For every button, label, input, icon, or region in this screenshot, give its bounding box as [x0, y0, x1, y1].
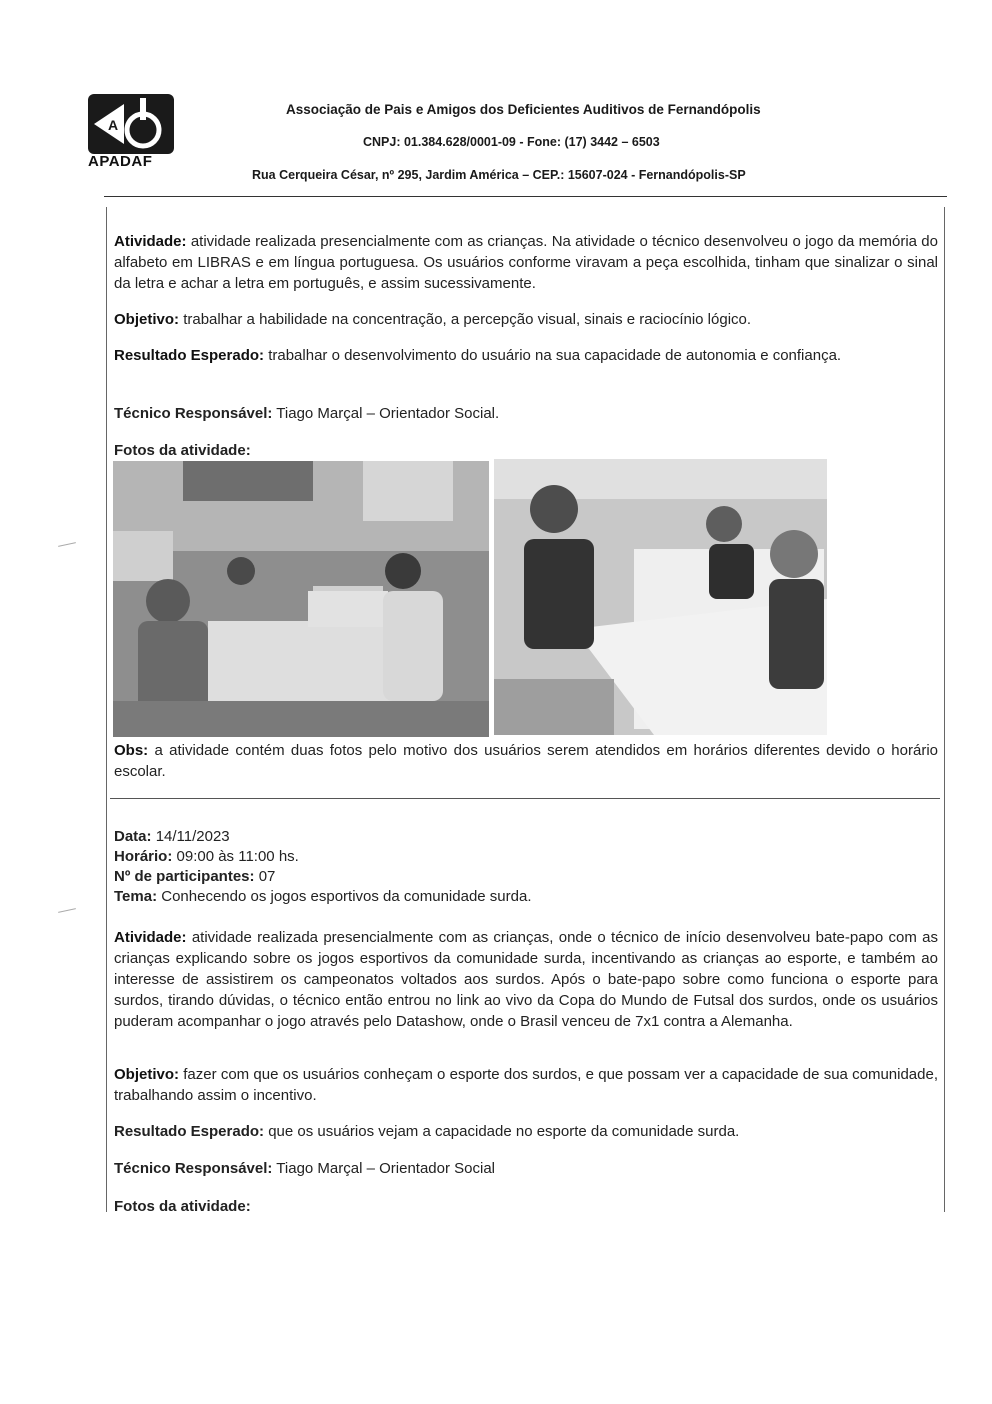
org-address: Rua Cerqueira César, nº 295, Jardim América – CEP.: 15607-024 - Fernandópolis-SP — [252, 168, 746, 182]
s1-obs-label: Obs: — [114, 742, 149, 759]
s2-tecnico-label: Técnico Responsável: — [114, 1160, 273, 1177]
s1-resultado-esperado — [114, 345, 938, 366]
s1-fotos-label: Fotos da atividade: — [114, 442, 251, 459]
s2-tema — [114, 887, 532, 907]
s2-tema-value: Conhecendo os jogos esportivos da comunidade surda. — [161, 888, 532, 905]
s2-atividade-text: atividade realizada presencialmente com as crianças, onde o técnico de início desenvolveu bate-papo com as crianças explicando sobre os jogos esportivos da comunidade surda, incentivando as crianças ao esporte, e também ao interesse de assistirem os campeonatos voltados aos surdos. Após o bate-papo sobre como funciona o esporte para surdos, tirando dúvidas, o técnico então entrou no link ao vivo da Copa do Mundo de Futsal dos surdos, onde os usuários puderam acompanhar o jogo através pelo Datashow, onde o Brasil venceu de 7x1 contra a Alemanha. — [114, 929, 938, 1030]
scan-mark-2 — [58, 908, 76, 913]
s1-atividade-text: atividade realizada presencialmente com as crianças. Na atividade o técnico desenvolveu o jogo da memória do alfabeto em LIBRAS e em língua portuguesa. Os usuários conforme viravam a peça escolhida, tinham que sinalizar o sinal da letra e achar a letra em português, e assim sucessivamente. — [114, 233, 938, 292]
svg-text:A: A — [108, 117, 119, 133]
s2-participantes — [114, 867, 275, 887]
s2-tecnico-responsavel — [114, 1159, 495, 1179]
activity-photo-2 — [494, 459, 827, 735]
s2-data-value: 14/11/2023 — [155, 828, 230, 845]
s2-data-label: Data: — [114, 828, 152, 845]
s1-objetivo-text: trabalhar a habilidade na concentração, a percepção visual, sinais e raciocínio lógico. — [183, 311, 752, 328]
s1-tecnico-text: Tiago Marçal – Orientador Social. — [276, 405, 500, 422]
s2-resultado-text: que os usuários vejam a capacidade no esporte da comunidade surda. — [268, 1123, 740, 1140]
s2-participantes-value: 07 — [258, 868, 276, 885]
header-divider — [104, 196, 947, 197]
section-divider — [110, 798, 940, 799]
s2-tema-label: Tema: — [114, 888, 158, 905]
frame-left-border — [106, 207, 107, 1212]
s1-tecnico-label: Técnico Responsável: — [114, 405, 273, 422]
s2-atividade — [114, 927, 938, 1032]
s2-fotos-label: Fotos da atividade: — [114, 1198, 251, 1215]
s1-obs — [114, 740, 938, 782]
s2-objetivo-label: Objetivo: — [114, 1066, 180, 1083]
frame-right-border — [944, 207, 945, 1212]
s2-objetivo-text: fazer com que os usuários conheçam o esporte dos surdos, e que possam ver a capacidade de sua comunidade, trabalhando assim o incentivo. — [114, 1066, 939, 1104]
s2-resultado-esperado — [114, 1122, 739, 1142]
activity-photo-1 — [113, 461, 489, 737]
s1-resultado-label: Resultado Esperado: — [114, 347, 265, 364]
s2-horario — [114, 847, 299, 867]
s1-fotos-heading — [114, 441, 251, 461]
photo-1-illustration — [113, 461, 489, 737]
s2-tecnico-text: Tiago Marçal – Orientador Social — [276, 1160, 496, 1177]
s1-resultado-text: trabalhar o desenvolvimento do usuário na sua capacidade de autonomia e confiança. — [268, 347, 842, 364]
s2-data — [114, 827, 230, 847]
s2-atividade-label: Atividade: — [114, 929, 187, 946]
scan-mark-1 — [58, 542, 76, 547]
s1-objetivo-label: Objetivo: — [114, 311, 180, 328]
photo-2-illustration — [494, 459, 827, 735]
s1-obs-text: a atividade contém duas fotos pelo motivo dos usuários serem atendidos em horários diferentes devido o horário escolar. — [114, 742, 938, 780]
org-cnpj-phone: CNPJ: 01.384.628/0001-09 - Fone: (17) 3442 – 6503 — [363, 135, 660, 149]
s2-horario-value: 09:00 às 11:00 hs. — [176, 848, 299, 865]
logo-text: APADAF — [88, 153, 153, 170]
org-name: Associação de Pais e Amigos dos Deficientes Auditivos de Fernandópolis — [286, 102, 761, 117]
s1-tecnico-responsavel — [114, 404, 499, 424]
s1-objetivo — [114, 309, 938, 330]
s2-objetivo — [114, 1064, 938, 1106]
s2-participantes-label: Nº de participantes: — [114, 868, 255, 885]
s2-resultado-label: Resultado Esperado: — [114, 1123, 265, 1140]
s1-atividade-label: Atividade: — [114, 233, 187, 250]
s1-atividade — [114, 231, 938, 294]
s2-fotos-heading — [114, 1197, 251, 1217]
s2-horario-label: Horário: — [114, 848, 173, 865]
